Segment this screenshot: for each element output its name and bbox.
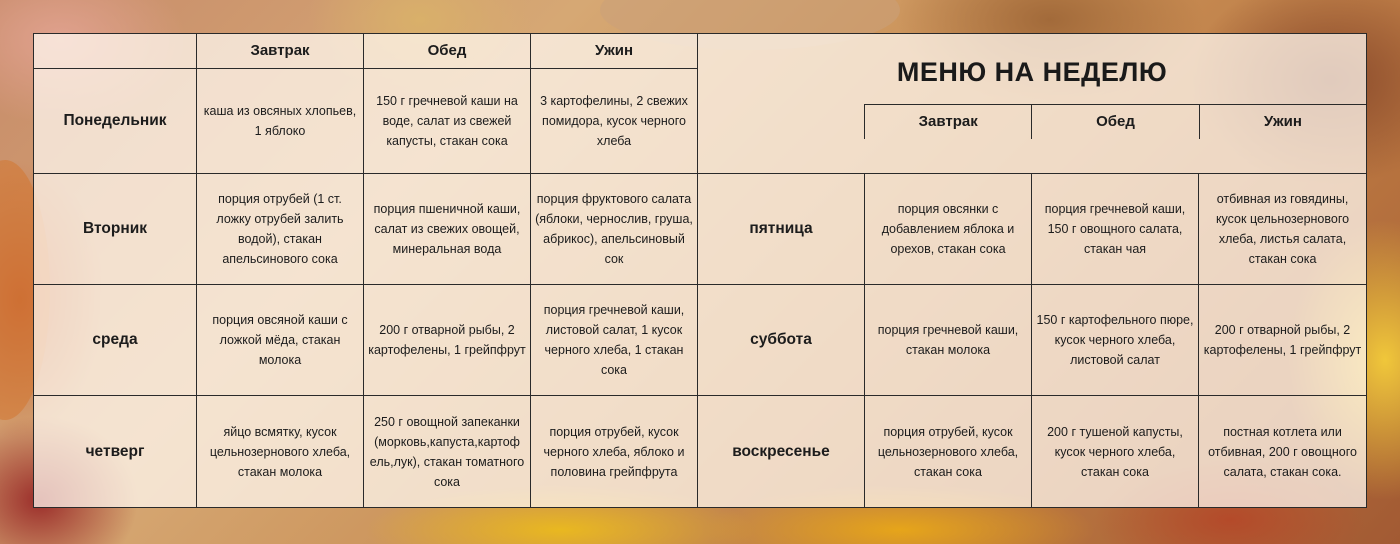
meal-cell: 200 г отварной рыбы, 2 картофелены, 1 грейпфрут (1199, 285, 1367, 396)
day-label: Вторник (34, 174, 197, 285)
meal-cell: порция овсянки с добавлением яблока и орехов, стакан сока (865, 174, 1032, 285)
day-label: пятница (698, 174, 865, 285)
header-dinner: Ужин (531, 34, 698, 69)
day-label: среда (34, 285, 197, 396)
header-breakfast: Завтрак (197, 34, 364, 69)
corner-cell (34, 34, 197, 69)
day-label: Понедельник (34, 69, 197, 174)
meal-cell: порция гречневой каши, стакан молока (865, 285, 1032, 396)
meal-cell: яйцо всмятку, кусок цельнозернового хлеба, стакан молока (197, 396, 364, 508)
title-block (698, 34, 1367, 174)
meal-cell: 200 г отварной рыбы, 2 картофелены, 1 грейпфрут (364, 285, 531, 396)
meal-cell: порция гречневой каши, 150 г овощного салата, стакан чая (1032, 174, 1199, 285)
meal-cell: порция фруктового салата (яблоки, чернослив, груша, абрикос), апельсиновый сок (531, 174, 698, 285)
meal-cell: порция отрубей (1 ст. ложку отрубей залить водой), стакан апельсинового сока (197, 174, 364, 285)
day-label: суббота (698, 285, 865, 396)
meal-cell: отбивная из говядины, кусок цельнозернового хлеба, листья салата, стакан сока (1199, 174, 1367, 285)
header-lunch: Обед (1031, 105, 1198, 139)
meal-cell: порция отрубей, кусок черного хлеба, яблоко и половина грейпфрута (531, 396, 698, 508)
day-label: воскресенье (698, 396, 865, 508)
meal-cell: порция гречневой каши, листовой салат, 1 кусок черного хлеба, 1 стакан сока (531, 285, 698, 396)
meal-cell: 150 г картофельного пюре, кусок черного хлеба, листовой салат (1032, 285, 1199, 396)
page-title: МЕНЮ НА НЕДЕЛЮ (896, 57, 1168, 87)
header-dinner: Ужин (1199, 105, 1366, 139)
meal-cell: 200 г тушеной капусты, кусок черного хлеба, стакан сока (1032, 396, 1199, 508)
meal-cell: порция отрубей, кусок цельнозернового хлеба, стакан сока (865, 396, 1032, 508)
meal-cell: порция овсяной каши с ложкой мёда, стакан молока (197, 285, 364, 396)
header-breakfast: Завтрак (864, 105, 1031, 139)
weekly-menu-table (33, 33, 1367, 508)
meal-cell: 150 г гречневой каши на воде, салат из свежей капусты, стакан сока (364, 69, 531, 174)
meal-cell: постная котлета или отбивная, 200 г овощного салата, стакан сока. (1199, 396, 1367, 508)
meal-cell: 250 г овощной запеканки (морковь,капуста,картоф ель,лук), стакан томатного сока (364, 396, 531, 508)
day-label: четверг (34, 396, 197, 508)
right-header-row (864, 104, 1366, 139)
meal-cell: 3 картофелины, 2 свежих помидора, кусок черного хлеба (531, 69, 698, 174)
header-lunch: Обед (364, 34, 531, 69)
meal-cell: каша из овсяных хлопьев, 1 яблоко (197, 69, 364, 174)
meal-cell: порция пшеничной каши, салат из свежих овощей, минеральная вода (364, 174, 531, 285)
